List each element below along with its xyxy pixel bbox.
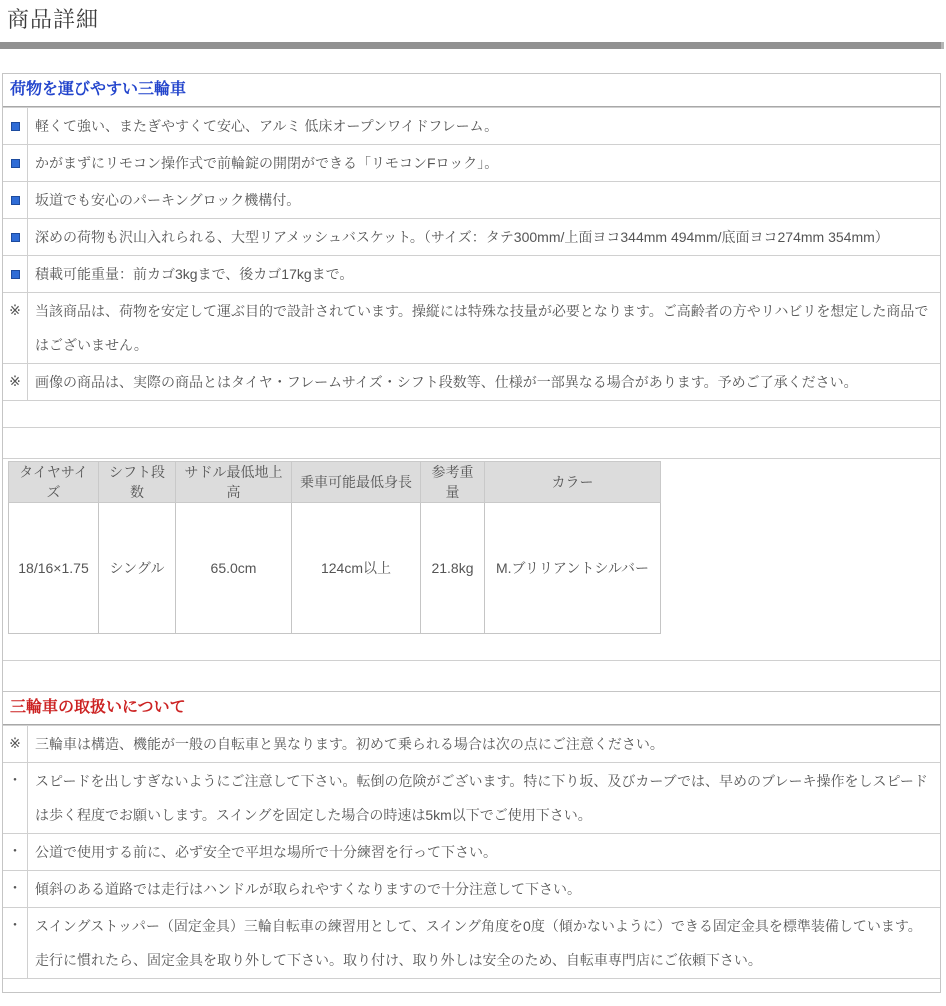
product-detail-panel	[2, 73, 941, 993]
note-marker: ※	[3, 293, 28, 363]
bullet-cell	[3, 145, 28, 181]
feature-row	[3, 144, 940, 181]
handling-row	[3, 762, 940, 833]
spacer-band	[3, 978, 940, 992]
bullet-square-icon	[11, 233, 20, 242]
feature-row	[3, 255, 940, 292]
note-row	[3, 292, 940, 363]
handling-section-title: 三輪車の取扱いについて	[3, 691, 940, 725]
feature-row	[3, 218, 940, 255]
intro-section-title: 荷物を運びやすい三輪車	[3, 74, 940, 107]
note-text: 画像の商品は、実際の商品とはタイヤ・フレームサイズ・シフト段数等、仕様が一部異なる場合があります。予めご了承ください。	[35, 374, 858, 390]
handling-text: 傾斜のある道路では走行はハンドルが取られやすくなりますので十分注意して下さい。	[35, 881, 581, 897]
bullet-cell	[3, 256, 28, 292]
spec-table-band	[3, 458, 940, 660]
feature-text: 坂道でも安心のパーキングロック機構付。	[35, 192, 301, 208]
spec-value-cell: シングル	[99, 503, 176, 634]
bullet-cell	[3, 219, 28, 255]
spec-header-cell: サドル最低地上高	[176, 462, 292, 503]
feature-row	[3, 181, 940, 218]
bullet-cell	[3, 182, 28, 218]
handling-text: スイングストッパー（固定金具）三輪自転車の練習用として、スイング角度を0度（傾かないように）できる固定金具を標準装備しています。走行に慣れたら、固定金具を取り外して下さい。取り付け、取り外しは安全のため、自転車専門店にご依頼下さい。	[35, 918, 922, 968]
spec-value-cell: 18/16×1.75	[9, 503, 99, 634]
spacer-band	[3, 660, 940, 691]
note-row	[3, 363, 940, 400]
spec-header-cell: シフト段数	[99, 462, 176, 503]
note-marker: ・	[3, 763, 28, 833]
note-marker: ・	[3, 834, 28, 870]
feature-text: 軽くて強い、またぎやすくて安心、アルミ 低床オープンワイドフレーム。	[35, 118, 499, 134]
spec-value-cell: M.ブリリアントシルバー	[485, 503, 661, 634]
handling-row	[3, 833, 940, 870]
spec-header-cell: タイヤサイズ	[9, 462, 99, 503]
spec-header-cell: 参考重量	[421, 462, 485, 503]
handling-text: スピードを出しすぎないようにご注意して下さい。転倒の危険がございます。特に下り坂、及びカーブでは、早めのブレーキ操作をしスピードは歩く程度でお願いします。スイングを固定した場合の時速は5km以下でご使用下さい。	[35, 773, 928, 823]
spec-value-cell: 21.8kg	[421, 503, 485, 634]
note-marker: ※	[3, 364, 28, 400]
feature-row	[3, 107, 940, 144]
bullet-square-icon	[11, 159, 20, 168]
handling-text: 三輪車は構造、機能が一般の自転車と異なります。初めて乗られる場合は次の点にご注意ください。	[35, 736, 664, 752]
page-title: 商品詳細	[7, 7, 100, 32]
bullet-square-icon	[11, 196, 20, 205]
handling-row	[3, 725, 940, 762]
title-underline-bar	[0, 42, 944, 49]
spacer-band	[3, 400, 940, 427]
feature-text: かがまずにリモコン操作式で前輪錠の開閉ができる「リモコンFロック」。	[35, 155, 499, 171]
handling-row	[3, 870, 940, 907]
bullet-square-icon	[11, 122, 20, 131]
note-marker: ※	[3, 726, 28, 762]
spec-value-cell: 124cm以上	[292, 503, 421, 634]
feature-text: 深めの荷物も沢山入れられる、大型リアメッシュバスケット。（サイズ：タテ300mm/上面ヨコ344mm 494mm/底面ヨコ274mm 354mm）	[35, 229, 889, 245]
note-marker: ・	[3, 871, 28, 907]
spec-table	[8, 461, 661, 634]
spec-value-row	[9, 503, 661, 634]
handling-text: 公道で使用する前に、必ず安全で平坦な場所で十分練習を行って下さい。	[35, 844, 497, 860]
spec-header-cell: 乗車可能最低身長	[292, 462, 421, 503]
note-text: 当該商品は、荷物を安定して運ぶ目的で設計されています。操縦には特殊な技量が必要となります。ご高齢者の方やリハビリを想定した商品ではございません。	[35, 303, 929, 353]
spec-value-cell: 65.0cm	[176, 503, 292, 634]
handling-row	[3, 907, 940, 978]
bullet-cell	[3, 108, 28, 144]
spec-header-cell: カラー	[485, 462, 661, 503]
bullet-square-icon	[11, 270, 20, 279]
feature-text: 積載可能重量：前カゴ3kgまで、後カゴ17kgまで。	[35, 266, 354, 282]
spacer-band	[3, 427, 940, 458]
spec-header-row	[9, 462, 661, 503]
note-marker: ・	[3, 908, 28, 978]
